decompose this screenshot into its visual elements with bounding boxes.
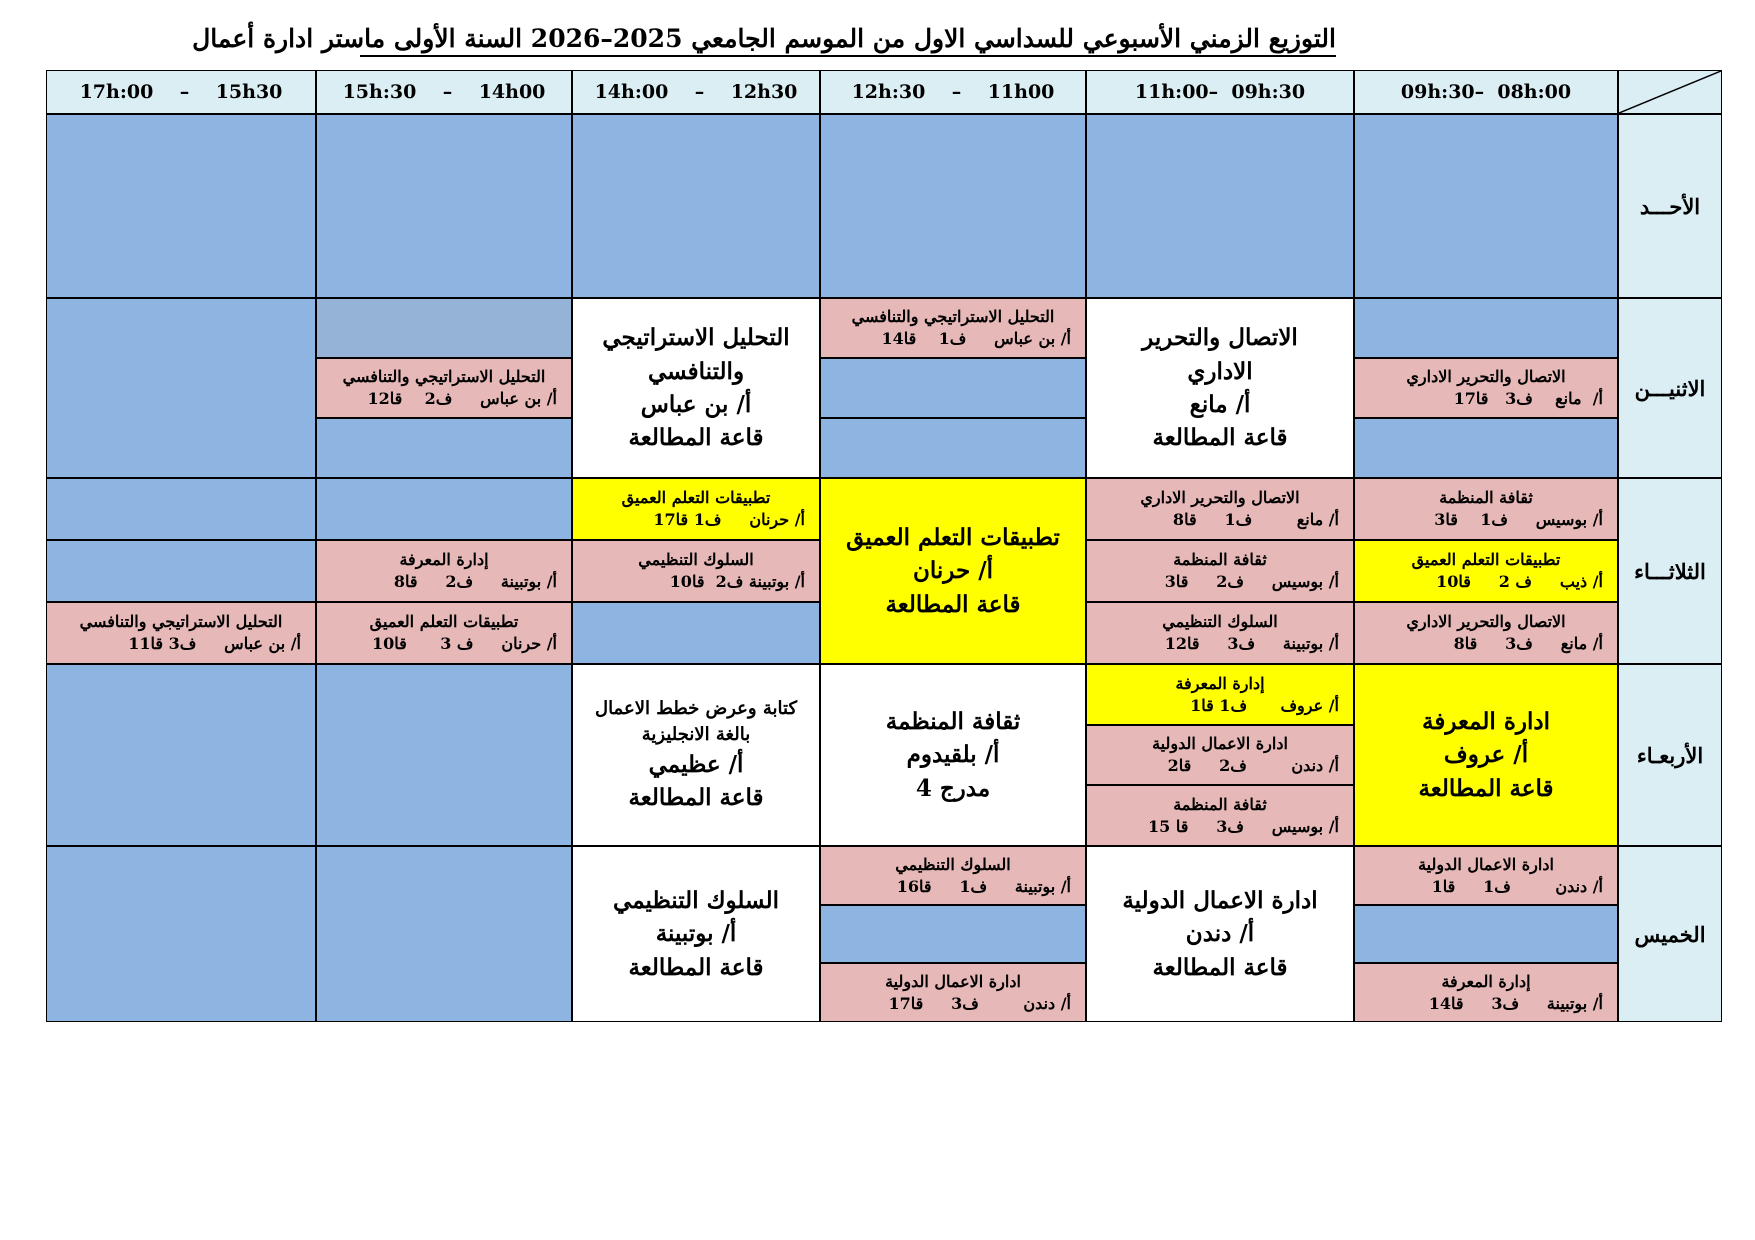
session-details: أ/ دندن ف3 قا17 bbox=[888, 993, 1071, 1013]
session-details: أ/ بوتبينة ف3 قا14 bbox=[1428, 993, 1603, 1013]
session-course: التحليل الاستراتيجي والتنافسي bbox=[851, 307, 1055, 327]
group-session-cell[interactable] bbox=[1087, 479, 1353, 539]
empty-subslot bbox=[317, 299, 571, 357]
session-details: أ/ بوتبينة ف3 قا12 bbox=[1164, 634, 1339, 653]
time-slot-header: 14h:00 – 12h30 bbox=[573, 71, 819, 113]
empty-slot bbox=[47, 299, 315, 477]
group-session-cell[interactable] bbox=[1355, 541, 1617, 601]
session-details: أ/ بوتبينة ف1 قا16 bbox=[896, 876, 1071, 896]
session-details: أ/ ذيب ف 2 قا10 bbox=[1436, 572, 1603, 591]
empty-slot bbox=[317, 665, 571, 845]
empty-subslot bbox=[317, 419, 571, 477]
session-course: تطبيقات التعلم العميق bbox=[369, 612, 519, 632]
group-session-cell[interactable] bbox=[1355, 359, 1617, 417]
lecture-cell[interactable] bbox=[1355, 665, 1617, 845]
lecture-line: قاعة المطالعة bbox=[1152, 953, 1288, 981]
day-label: الثلاثـــاء bbox=[1619, 479, 1721, 663]
group-session-cell[interactable] bbox=[317, 603, 571, 663]
group-session-cell[interactable] bbox=[1087, 665, 1353, 724]
session-course: تطبيقات التعلم العميق bbox=[621, 488, 771, 508]
session-course: ادارة الاعمال الدولية bbox=[1418, 854, 1554, 874]
empty-subslot bbox=[1355, 906, 1617, 962]
lecture-cell[interactable] bbox=[573, 299, 819, 477]
lecture-line: قاعة المطالعة bbox=[1152, 424, 1288, 452]
session-course: التحليل الاستراتيجي والتنافسي bbox=[79, 612, 283, 632]
empty-slot bbox=[1087, 115, 1353, 297]
session-course: التحليل الاستراتيجي والتنافسي bbox=[342, 367, 546, 387]
group-session-cell[interactable] bbox=[1087, 726, 1353, 784]
lecture-cell[interactable] bbox=[573, 847, 819, 1021]
lecture-cell[interactable] bbox=[573, 665, 819, 845]
empty-subslot bbox=[821, 906, 1085, 962]
empty-slot bbox=[1355, 115, 1617, 297]
session-course: الاتصال والتحرير الاداري bbox=[1406, 612, 1566, 632]
empty-subslot bbox=[821, 419, 1085, 477]
session-details: أ/ مانع ف1 قا8 bbox=[1172, 510, 1339, 529]
group-session-cell[interactable] bbox=[821, 964, 1085, 1021]
group-session-cell[interactable] bbox=[317, 359, 571, 417]
lecture-line: قاعة المطالعة bbox=[1418, 774, 1554, 802]
lecture-line: بالغة الانجليزية bbox=[641, 723, 751, 745]
group-session-cell[interactable] bbox=[1087, 603, 1353, 663]
lecture-line: التحليل الاستراتيجي bbox=[602, 324, 790, 352]
lecture-line: الاتصال والتحرير bbox=[1142, 324, 1298, 352]
lecture-line: أ/ عروف bbox=[1443, 741, 1529, 769]
session-details: أ/ حرنان ف1 قا17 bbox=[653, 510, 805, 529]
lecture-line: قاعة المطالعة bbox=[885, 590, 1021, 618]
empty-slot bbox=[47, 115, 315, 297]
lecture-line: قاعة المطالعة bbox=[628, 424, 764, 452]
session-details: أ/ بوتبينة ف2 قا8 bbox=[393, 572, 557, 591]
session-course: الاتصال والتحرير الاداري bbox=[1140, 488, 1300, 508]
group-session-cell[interactable] bbox=[821, 299, 1085, 357]
session-details: أ/ بوسيس ف2 قا3 bbox=[1164, 572, 1339, 591]
session-course: السلوك التنظيمي bbox=[895, 854, 1011, 874]
lecture-line: أ/ عظيمي bbox=[648, 750, 744, 778]
lecture-line: السلوك التنظيمي bbox=[613, 886, 779, 914]
group-session-cell[interactable] bbox=[821, 847, 1085, 904]
lecture-line: أ/ بوتبينة bbox=[655, 920, 737, 948]
group-session-cell[interactable] bbox=[573, 479, 819, 539]
lecture-line: أ/ حرنان bbox=[913, 557, 994, 585]
empty-subslot bbox=[1355, 299, 1617, 357]
lecture-line: تطبيقات التعلم العميق bbox=[846, 523, 1060, 551]
session-course: إدارة المعرفة bbox=[1175, 673, 1265, 693]
day-label: الاثنيـــن bbox=[1619, 299, 1721, 477]
session-course: ثقافة المنظمة bbox=[1173, 550, 1267, 570]
empty-slot bbox=[573, 115, 819, 297]
lecture-cell[interactable] bbox=[1087, 299, 1353, 477]
session-course: ثقافة المنظمة bbox=[1439, 488, 1533, 508]
session-course: تطبيقات التعلم العميق bbox=[1411, 550, 1561, 570]
time-slot-header: 09h:30– 08h:00 bbox=[1355, 71, 1617, 113]
session-details: أ/ بوتبينة ف2 قا10 bbox=[669, 572, 805, 591]
empty-slot bbox=[821, 115, 1085, 297]
group-session-cell[interactable] bbox=[47, 603, 315, 663]
time-slot-header: 17h:00 – 15h30 bbox=[47, 71, 315, 113]
lecture-cell[interactable] bbox=[1087, 847, 1353, 1021]
group-session-cell[interactable] bbox=[1355, 964, 1617, 1021]
lecture-line: قاعة المطالعة bbox=[628, 953, 764, 981]
group-session-cell[interactable] bbox=[1355, 479, 1617, 539]
time-slot-header: 11h:00– 09h:30 bbox=[1087, 71, 1353, 113]
page-title: التوزيع الزمني الأسبوعي للسداسي الاول من الموسم الجامعي 2025–2026 السنة الأولى ماستر ادارة أعمال bbox=[360, 24, 1336, 57]
session-details: أ/ مانع ف3 قا8 bbox=[1453, 634, 1603, 653]
lecture-line: أ/ بلقيدوم bbox=[906, 741, 1000, 769]
session-details: أ/ بن عباس ف1 قا14 bbox=[881, 329, 1071, 348]
session-course: ادارة الاعمال الدولية bbox=[1152, 734, 1288, 754]
lecture-line: ادارة الاعمال الدولية bbox=[1122, 886, 1318, 914]
session-course: السلوك التنظيمي bbox=[638, 550, 754, 570]
session-details: أ/ مانع ف3 قا17 bbox=[1453, 389, 1603, 408]
day-label: الخميس bbox=[1619, 847, 1721, 1021]
empty-subslot bbox=[573, 603, 819, 663]
lecture-line: كتابة وعرض خطط الاعمال bbox=[594, 697, 798, 719]
session-course: ادارة الاعمال الدولية bbox=[885, 971, 1021, 991]
empty-subslot bbox=[1355, 419, 1617, 477]
time-slot-header: 15h:30 – 14h00 bbox=[317, 71, 571, 113]
empty-slot bbox=[317, 115, 571, 297]
day-label: الأربعـاء bbox=[1619, 665, 1721, 845]
empty-slot bbox=[47, 665, 315, 845]
lecture-cell[interactable] bbox=[821, 479, 1085, 663]
session-details: أ/ حرنان ف 3 قا10 bbox=[371, 634, 557, 653]
lecture-cell[interactable] bbox=[821, 665, 1085, 845]
lecture-line: ثقافة المنظمة bbox=[885, 707, 1021, 735]
day-label: الأحـــد bbox=[1619, 115, 1721, 297]
lecture-line: أ/ بن عباس bbox=[640, 391, 752, 418]
timetable-grid bbox=[46, 70, 1722, 1022]
empty-slot bbox=[47, 847, 315, 1021]
lecture-line: مدرج 4 bbox=[915, 774, 991, 802]
session-course: ثقافة المنظمة bbox=[1173, 794, 1267, 814]
group-session-cell[interactable] bbox=[1087, 786, 1353, 845]
session-course: إدارة المعرفة bbox=[1441, 971, 1531, 991]
group-session-cell[interactable] bbox=[1087, 541, 1353, 601]
empty-subslot bbox=[47, 479, 315, 539]
lecture-line: قاعة المطالعة bbox=[628, 784, 764, 812]
lecture-line: والتنافسي bbox=[647, 357, 745, 385]
session-course: إدارة المعرفة bbox=[399, 550, 489, 570]
group-session-cell[interactable] bbox=[1355, 603, 1617, 663]
group-session-cell[interactable] bbox=[1355, 847, 1617, 904]
group-session-cell[interactable] bbox=[573, 541, 819, 601]
session-details: أ/ دندن ف2 قا2 bbox=[1167, 756, 1339, 775]
empty-slot bbox=[317, 847, 571, 1021]
session-details: أ/ بوسيس ف1 قا3 bbox=[1434, 510, 1603, 529]
session-details: أ/ دندن ف1 قا1 bbox=[1431, 876, 1603, 896]
session-details: أ/ بن عباس ف3 قا11 bbox=[128, 634, 301, 653]
session-details: أ/ بن عباس ف2 قا12 bbox=[367, 389, 557, 408]
session-course: الاتصال والتحرير الاداري bbox=[1406, 367, 1566, 387]
empty-subslot bbox=[47, 541, 315, 601]
empty-subslot bbox=[821, 359, 1085, 417]
corner-cell bbox=[1619, 71, 1721, 113]
session-course: السلوك التنظيمي bbox=[1162, 612, 1278, 632]
time-slot-header: 12h:30 – 11h00 bbox=[821, 71, 1085, 113]
group-session-cell[interactable] bbox=[317, 541, 571, 601]
empty-subslot bbox=[317, 479, 571, 539]
lecture-line: أ/ مانع bbox=[1189, 391, 1251, 418]
lecture-line: الاداري bbox=[1187, 357, 1253, 385]
session-details: أ/ عروف ف1 قا1 bbox=[1190, 695, 1339, 715]
lecture-line: أ/ دندن bbox=[1185, 920, 1255, 948]
lecture-line: ادارة المعرفة bbox=[1422, 707, 1550, 735]
session-details: أ/ بوسيس ف3 قا 15 bbox=[1147, 816, 1339, 836]
